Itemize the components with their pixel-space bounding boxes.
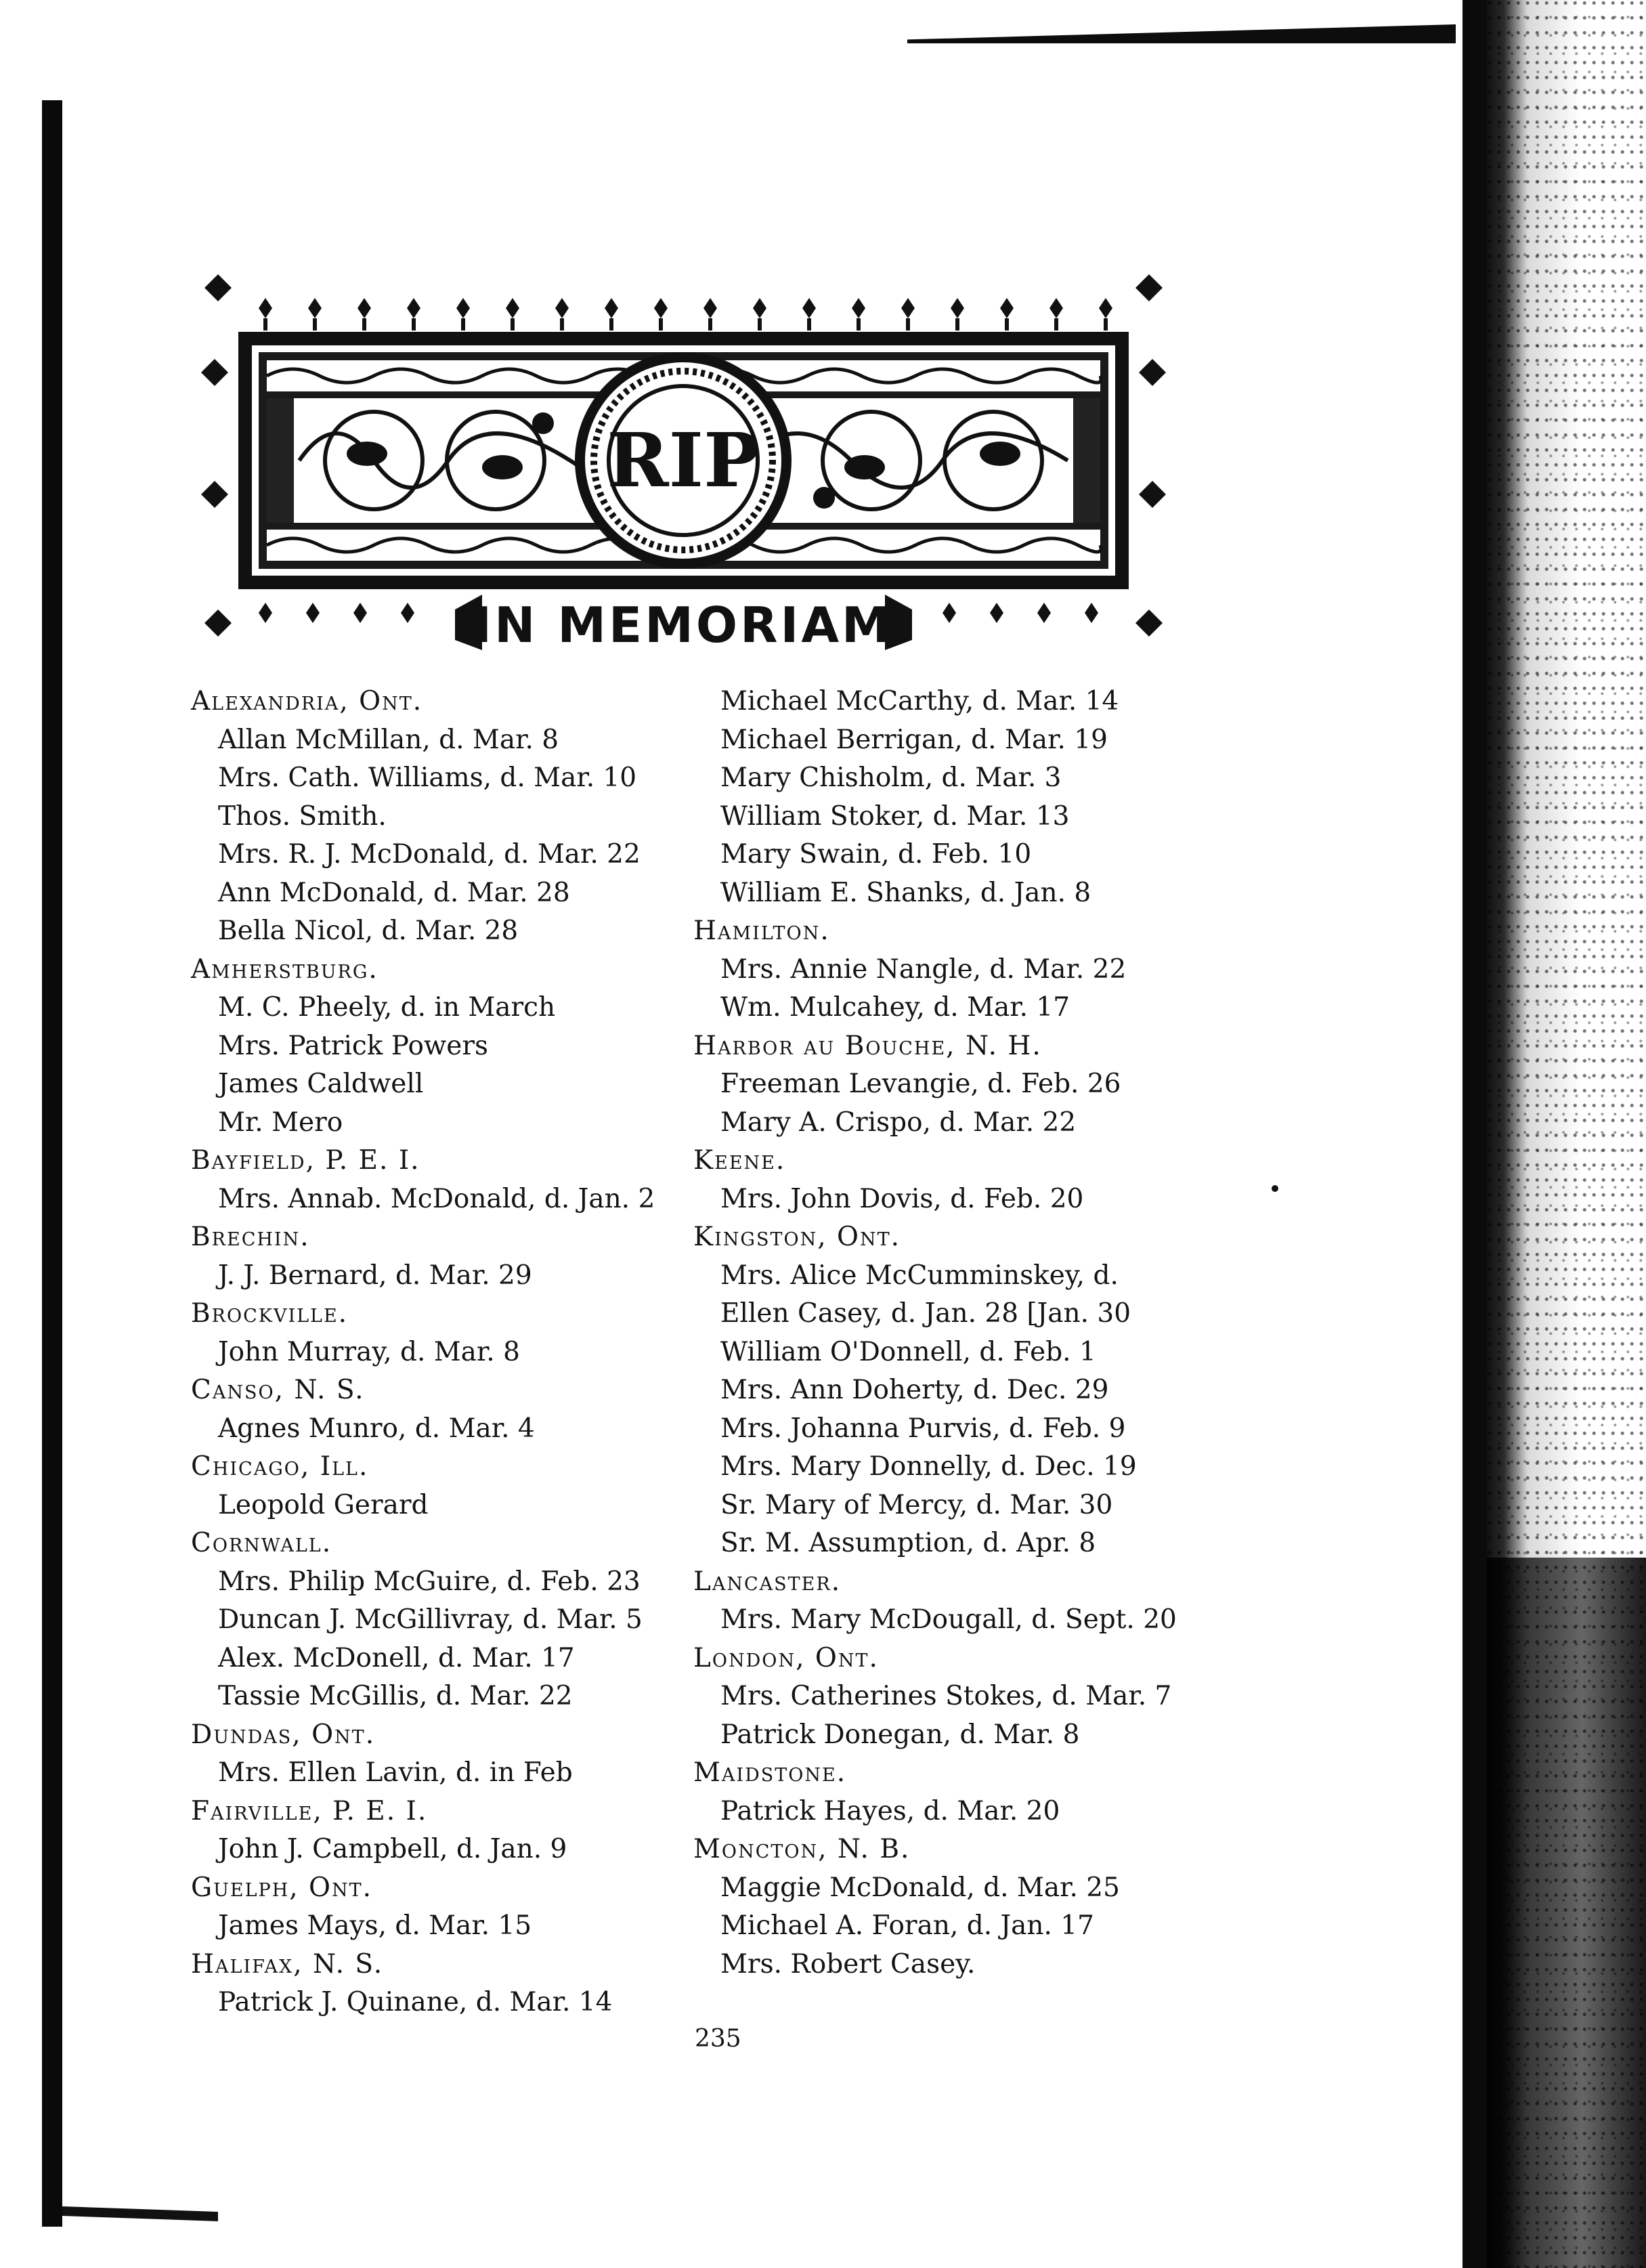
- memorial-entry: Mrs. Robert Casey.: [720, 1948, 976, 1980]
- place-heading: Keene.: [693, 1145, 786, 1176]
- place-heading: Moncton, N. B.: [693, 1834, 911, 1864]
- memorial-entry: Mary Chisholm, d. Mar. 3: [720, 763, 1062, 793]
- place-heading: Hamilton.: [693, 916, 830, 946]
- memorial-entry: Mary A. Crispo, d. Mar. 22: [720, 1107, 1077, 1138]
- memorial-entry: Patrick Hayes, d. Mar. 20: [720, 1795, 1060, 1826]
- memorial-entry: Mrs. Annab. McDonald, d. Jan. 2: [218, 1183, 655, 1214]
- memorial-entry: Mrs. Annie Nangle, d. Mar. 22: [720, 954, 1127, 985]
- memorial-entry: Sr. M. Assumption, d. Apr. 8: [720, 1528, 1096, 1558]
- memorial-entry: Mrs. Johanna Purvis, d. Feb. 9: [720, 1413, 1126, 1444]
- scan-edge-top: [907, 24, 1456, 43]
- place-heading: Kingston, Ont.: [693, 1222, 901, 1252]
- memorial-entry: Michael McCarthy, d. Mar. 14: [720, 686, 1119, 716]
- place-heading: Maidstone.: [693, 1757, 847, 1788]
- memorial-entry: Leopold Gerard: [218, 1489, 429, 1520]
- memorial-entry: Wm. Mulcahey, d. Mar. 17: [720, 992, 1070, 1023]
- memorial-entry: Sr. Mary of Mercy, d. Mar. 30: [720, 1489, 1113, 1520]
- scan-shadow: [1487, 1558, 1646, 2268]
- memorial-entry: Patrick J. Quinane, d. Mar. 14: [218, 1987, 613, 2017]
- memorial-entry: Mrs. R. J. McDonald, d. Mar. 22: [218, 839, 641, 870]
- memorial-entry: Michael A. Foran, d. Jan. 17: [720, 1910, 1094, 1941]
- place-heading: Halifax, N. S.: [191, 1948, 384, 1980]
- right-column: [693, 683, 1177, 1984]
- in-memoriam-banner: [191, 271, 1176, 650]
- place-heading: London, Ont.: [693, 1642, 879, 1673]
- memorial-entry: J. J. Bernard, d. Mar. 29: [218, 1260, 532, 1291]
- memorial-entry: James Mays, d. Mar. 15: [218, 1910, 532, 1941]
- place-heading: Brechin.: [191, 1222, 310, 1252]
- page-number: 235: [695, 2025, 741, 2053]
- place-heading: Alexandria, Ont.: [191, 686, 423, 716]
- memorial-entry: Mrs. Mary Donnelly, d. Dec. 19: [720, 1451, 1137, 1482]
- memorial-entry: Alex. McDonell, d. Mar. 17: [218, 1642, 575, 1673]
- place-heading: Dundas, Ont.: [191, 1719, 376, 1750]
- memorial-entry: Mrs. Ann Doherty, d. Dec. 29: [720, 1375, 1109, 1405]
- memorial-entry: Duncan J. McGillivray, d. Mar. 5: [218, 1604, 643, 1635]
- memorial-entry: Bella Nicol, d. Mar. 28: [218, 916, 519, 946]
- place-heading: Harbor au Bouche, N. H.: [693, 1030, 1042, 1061]
- memorial-entry: Patrick Donegan, d. Mar. 8: [720, 1719, 1080, 1750]
- place-heading: Amherstburg.: [191, 954, 378, 985]
- memorial-entry: John J. Campbell, d. Jan. 9: [218, 1834, 567, 1864]
- memorial-entry: William E. Shanks, d. Jan. 8: [720, 877, 1091, 908]
- memorial-entry: Ann McDonald, d. Mar. 28: [218, 877, 570, 908]
- rip-monogram: RIP: [607, 416, 760, 504]
- place-heading: Cornwall.: [191, 1528, 332, 1558]
- memorial-entry: Michael Berrigan, d. Mar. 19: [720, 724, 1108, 755]
- memorial-entry: Ellen Casey, d. Jan. 28 [Jan. 30: [720, 1298, 1131, 1329]
- left-column: [191, 683, 655, 2022]
- memorial-entry: Mrs. John Dovis, d. Feb. 20: [720, 1183, 1084, 1214]
- memorial-entry: Freeman Levangie, d. Feb. 26: [720, 1069, 1121, 1099]
- memorial-entry: Mrs. Alice McCumminskey, d.: [720, 1260, 1119, 1291]
- memorial-entry: Mrs. Cath. Williams, d. Mar. 10: [218, 763, 637, 793]
- memorial-entry: William Stoker, d. Mar. 13: [720, 800, 1070, 832]
- memorial-entry: Mrs. Mary McDougall, d. Sept. 20: [720, 1604, 1177, 1635]
- memorial-entry: Mrs. Philip McGuire, d. Feb. 23: [218, 1566, 641, 1597]
- memorial-entry: Agnes Munro, d. Mar. 4: [218, 1413, 535, 1444]
- memorial-entry: M. C. Pheely, d. in March: [218, 992, 556, 1023]
- place-heading: Chicago, Ill.: [191, 1451, 369, 1482]
- place-heading: Bayfield, P. E. I.: [191, 1145, 420, 1176]
- place-heading: Lancaster.: [693, 1566, 842, 1597]
- memorial-entry: Mrs. Patrick Powers: [218, 1030, 489, 1061]
- memorial-entry: Tassie McGillis, d. Mar. 22: [218, 1681, 573, 1711]
- banner-title: IN MEMORIAM: [473, 597, 893, 650]
- memorial-entry: William O'Donnell, d. Feb. 1: [720, 1336, 1096, 1367]
- scan-edge-bottom: [62, 2206, 218, 2221]
- memorial-entry: James Caldwell: [218, 1069, 424, 1099]
- place-heading: Guelph, Ont.: [191, 1872, 373, 1903]
- place-heading: Brockville.: [191, 1298, 349, 1329]
- memorial-entry: Mr. Mero: [218, 1107, 343, 1138]
- stray-mark: [1272, 1185, 1278, 1192]
- place-heading: Canso, N. S.: [191, 1375, 365, 1405]
- memorial-entry: Maggie McDonald, d. Mar. 25: [720, 1872, 1120, 1903]
- memorial-entry: Mary Swain, d. Feb. 10: [720, 839, 1032, 870]
- memorial-entry: Mrs. Catherines Stokes, d. Mar. 7: [720, 1681, 1172, 1711]
- scan-edge-left: [42, 100, 62, 2227]
- memorial-entry: Mrs. Ellen Lavin, d. in Feb: [218, 1757, 573, 1788]
- place-heading: Fairville, P. E. I.: [191, 1795, 428, 1826]
- memorial-entry: John Murray, d. Mar. 8: [218, 1336, 520, 1367]
- memorial-entry: Thos. Smith.: [218, 800, 387, 832]
- memorial-entry: Allan McMillan, d. Mar. 8: [218, 724, 559, 755]
- scan-edge-right: [1463, 0, 1487, 2268]
